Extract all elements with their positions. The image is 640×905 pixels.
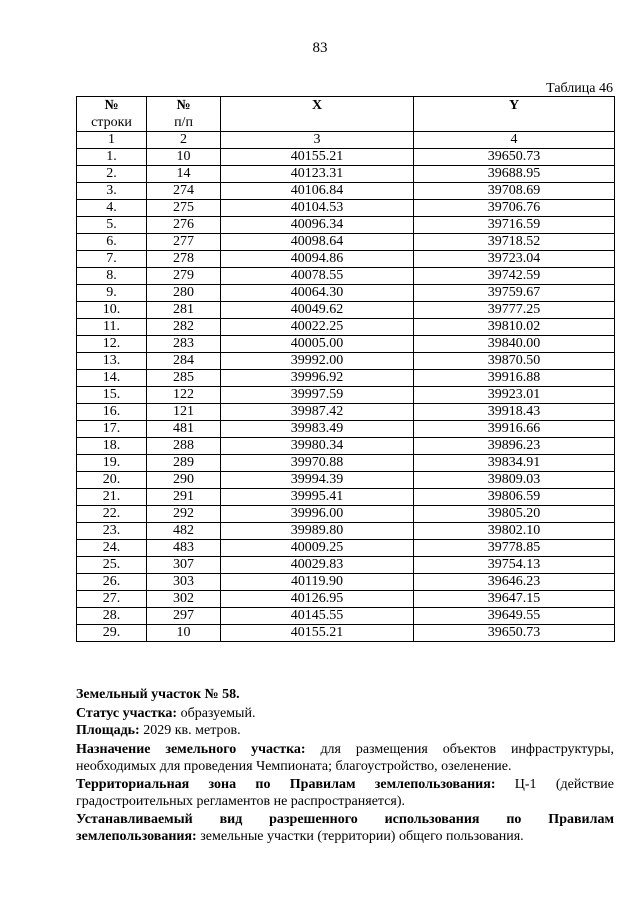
y-coordinate-cell: 39809.03 [414, 472, 615, 489]
x-coordinate-cell: 40005.00 [221, 336, 414, 353]
table-row [77, 319, 615, 336]
point-number-cell: 280 [147, 285, 221, 302]
row-number-cell: 1. [77, 149, 147, 166]
col-number: 2 [147, 132, 221, 149]
col-number: 1 [77, 132, 147, 149]
row-number-cell: 21. [77, 489, 147, 506]
point-number-cell: 121 [147, 404, 221, 421]
plot-purpose-value: для размещения объектов инфраструктуры, необходимых для проведения Чемпионата; благоустройство, озеленение. [76, 742, 614, 774]
row-number-cell: 15. [77, 387, 147, 404]
y-coordinate-cell: 39916.66 [414, 421, 615, 438]
table-row [77, 574, 615, 591]
y-coordinate-cell: 39806.59 [414, 489, 615, 506]
x-coordinate-cell: 40155.21 [221, 149, 414, 166]
plot-use [76, 828, 614, 845]
y-coordinate-cell: 39802.10 [414, 523, 615, 540]
y-coordinate-cell: 39754.13 [414, 557, 615, 574]
row-number-cell: 29. [77, 625, 147, 642]
x-coordinate-cell: 40022.25 [221, 319, 414, 336]
row-number-cell: 16. [77, 404, 147, 421]
x-coordinate-cell: 39983.49 [221, 421, 414, 438]
row-number-cell: 9. [77, 285, 147, 302]
point-number-cell: 481 [147, 421, 221, 438]
row-number-cell: 20. [77, 472, 147, 489]
table-row [77, 608, 615, 625]
row-number-cell: 7. [77, 251, 147, 268]
point-number-cell: 284 [147, 353, 221, 370]
header-point-number-sign: № [176, 98, 191, 113]
y-coordinate-cell: 39896.23 [414, 438, 615, 455]
point-number-cell: 275 [147, 200, 221, 217]
point-number-cell: 290 [147, 472, 221, 489]
coordinates-table [76, 96, 615, 642]
y-coordinate-cell: 39716.59 [414, 217, 615, 234]
table-row [77, 370, 615, 387]
y-coordinate-cell: 39646.23 [414, 574, 615, 591]
row-number-cell: 2. [77, 166, 147, 183]
x-coordinate-cell: 39989.80 [221, 523, 414, 540]
y-coordinate-cell: 39742.59 [414, 268, 615, 285]
x-coordinate-cell: 40119.90 [221, 574, 414, 591]
header-point-number [147, 97, 221, 132]
y-coordinate-cell: 39810.02 [414, 319, 615, 336]
plot-use-label-line2: землепользования: [76, 829, 197, 844]
table-row [77, 285, 615, 302]
point-number-cell: 279 [147, 268, 221, 285]
x-coordinate-cell: 39997.59 [221, 387, 414, 404]
plot-purpose [76, 741, 614, 775]
row-number-cell: 6. [77, 234, 147, 251]
point-number-cell: 285 [147, 370, 221, 387]
point-number-cell: 482 [147, 523, 221, 540]
table-row [77, 183, 615, 200]
x-coordinate-cell: 40123.31 [221, 166, 414, 183]
y-coordinate-cell: 39778.85 [414, 540, 615, 557]
point-number-cell: 302 [147, 591, 221, 608]
header-row-number-label: строки [91, 115, 132, 130]
y-coordinate-cell: 39688.95 [414, 166, 615, 183]
table-row [77, 404, 615, 421]
row-number-cell: 17. [77, 421, 147, 438]
point-number-cell: 281 [147, 302, 221, 319]
y-coordinate-cell: 39834.91 [414, 455, 615, 472]
x-coordinate-cell: 39996.92 [221, 370, 414, 387]
header-row-number [77, 97, 147, 132]
point-number-cell: 283 [147, 336, 221, 353]
row-number-cell: 12. [77, 336, 147, 353]
plot-zone-label: Территориальная зона по Правилам землепользования: [76, 777, 496, 792]
point-number-cell: 291 [147, 489, 221, 506]
table-row [77, 387, 615, 404]
point-number-cell: 303 [147, 574, 221, 591]
y-coordinate-cell: 39718.52 [414, 234, 615, 251]
y-coordinate-cell: 39916.88 [414, 370, 615, 387]
row-number-cell: 28. [77, 608, 147, 625]
table-row [77, 336, 615, 353]
point-number-cell: 289 [147, 455, 221, 472]
col-number: 4 [414, 132, 615, 149]
y-coordinate-cell: 39650.73 [414, 149, 615, 166]
x-coordinate-cell: 40145.55 [221, 608, 414, 625]
row-number-cell: 24. [77, 540, 147, 557]
point-number-cell: 282 [147, 319, 221, 336]
point-number-cell: 10 [147, 149, 221, 166]
plot-use-label-line1: Устанавливаемый вид разрешенного использования по Правилам [76, 812, 614, 827]
x-coordinate-cell: 40094.86 [221, 251, 414, 268]
row-number-cell: 23. [77, 523, 147, 540]
x-coordinate-cell: 40098.64 [221, 234, 414, 251]
plot-area [76, 722, 614, 739]
x-coordinate-cell: 39987.42 [221, 404, 414, 421]
table-row [77, 200, 615, 217]
x-coordinate-cell: 39996.00 [221, 506, 414, 523]
point-number-cell: 122 [147, 387, 221, 404]
plot-status [76, 705, 614, 722]
x-coordinate-cell: 40078.55 [221, 268, 414, 285]
y-coordinate-cell: 39923.01 [414, 387, 615, 404]
x-coordinate-cell: 40049.62 [221, 302, 414, 319]
table-row [77, 557, 615, 574]
x-coordinate-cell: 40106.84 [221, 183, 414, 200]
point-number-cell: 274 [147, 183, 221, 200]
plot-zone-value: Ц-1 (действие градостроительных регламентов не распространяется). [76, 777, 614, 809]
x-coordinate-cell: 40064.30 [221, 285, 414, 302]
table-body [77, 149, 615, 642]
table-row [77, 540, 615, 557]
table-row [77, 489, 615, 506]
table-row [77, 268, 615, 285]
y-coordinate-cell: 39870.50 [414, 353, 615, 370]
x-coordinate-cell: 40029.83 [221, 557, 414, 574]
y-coordinate-cell: 39777.25 [414, 302, 615, 319]
row-number-cell: 25. [77, 557, 147, 574]
point-number-cell: 278 [147, 251, 221, 268]
point-number-cell: 307 [147, 557, 221, 574]
x-coordinate-cell: 40096.34 [221, 217, 414, 234]
table-row [77, 166, 615, 183]
row-number-cell: 19. [77, 455, 147, 472]
table-row [77, 472, 615, 489]
x-coordinate-cell: 40155.21 [221, 625, 414, 642]
x-coordinate-cell: 40126.95 [221, 591, 414, 608]
y-coordinate-cell: 39918.43 [414, 404, 615, 421]
x-coordinate-cell: 39980.34 [221, 438, 414, 455]
plot-purpose-label: Назначение земельного участка: [76, 742, 306, 757]
y-coordinate-cell: 39759.67 [414, 285, 615, 302]
table-row [77, 353, 615, 370]
table-caption: Таблица 46 [546, 81, 613, 96]
plot-area-value: 2029 кв. метров. [143, 723, 241, 738]
point-number-cell: 276 [147, 217, 221, 234]
header-row-number-sign: № [104, 98, 119, 113]
x-coordinate-cell: 39992.00 [221, 353, 414, 370]
table-row [77, 302, 615, 319]
row-number-cell: 3. [77, 183, 147, 200]
row-number-cell: 18. [77, 438, 147, 455]
y-coordinate-cell: 39723.04 [414, 251, 615, 268]
x-coordinate-cell: 39995.41 [221, 489, 414, 506]
row-number-cell: 5. [77, 217, 147, 234]
row-number-cell: 26. [77, 574, 147, 591]
row-number-cell: 13. [77, 353, 147, 370]
table-row [77, 523, 615, 540]
header-x: X [221, 97, 414, 132]
row-number-cell: 22. [77, 506, 147, 523]
row-number-cell: 10. [77, 302, 147, 319]
plot-status-label: Статус участка: [76, 706, 178, 721]
table-row [77, 234, 615, 251]
point-number-cell: 14 [147, 166, 221, 183]
table-row [77, 591, 615, 608]
col-number: 3 [221, 132, 414, 149]
x-coordinate-cell: 40104.53 [221, 200, 414, 217]
table-row [77, 421, 615, 438]
y-coordinate-cell: 39650.73 [414, 625, 615, 642]
point-number-cell: 483 [147, 540, 221, 557]
row-number-cell: 11. [77, 319, 147, 336]
plot-area-label: Площадь: [76, 723, 140, 738]
y-coordinate-cell: 39840.00 [414, 336, 615, 353]
table-row [77, 506, 615, 523]
point-number-cell: 292 [147, 506, 221, 523]
point-number-cell: 10 [147, 625, 221, 642]
point-number-cell: 297 [147, 608, 221, 625]
plot-use-value: земельные участки (территории) общего пользования. [200, 829, 524, 844]
y-coordinate-cell: 39649.55 [414, 608, 615, 625]
y-coordinate-cell: 39805.20 [414, 506, 615, 523]
table-row [77, 217, 615, 234]
table-row [77, 625, 615, 642]
plot-title-text: Земельный участок № 58. [76, 687, 240, 702]
row-number-cell: 27. [77, 591, 147, 608]
header-y: Y [414, 97, 615, 132]
plot-status-value: образуемый. [180, 706, 256, 721]
point-number-cell: 288 [147, 438, 221, 455]
x-coordinate-cell: 39994.39 [221, 472, 414, 489]
row-number-cell: 14. [77, 370, 147, 387]
table-row [77, 455, 615, 472]
row-number-cell: 8. [77, 268, 147, 285]
plot-use-label [76, 811, 614, 828]
page-number: 83 [312, 40, 328, 56]
point-number-cell: 277 [147, 234, 221, 251]
x-coordinate-cell: 39970.88 [221, 455, 414, 472]
table-row [77, 149, 615, 166]
table-row [77, 438, 615, 455]
y-coordinate-cell: 39706.76 [414, 200, 615, 217]
table-row [77, 251, 615, 268]
header-point-number-label: п/п [174, 115, 193, 130]
y-coordinate-cell: 39647.15 [414, 591, 615, 608]
y-coordinate-cell: 39708.69 [414, 183, 615, 200]
row-number-cell: 4. [77, 200, 147, 217]
x-coordinate-cell: 40009.25 [221, 540, 414, 557]
plot-zone [76, 776, 614, 810]
plot-title [76, 686, 614, 703]
